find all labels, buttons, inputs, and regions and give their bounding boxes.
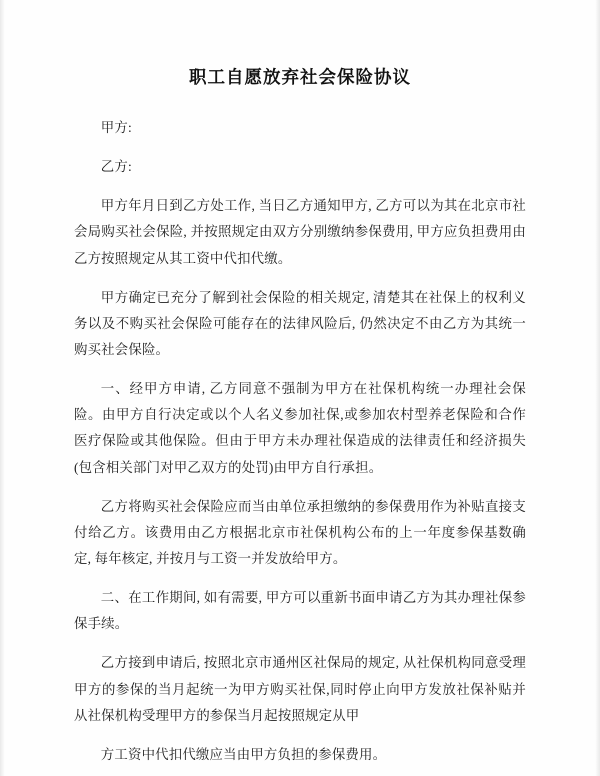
paragraph-clause-one: 一、经甲方申请, 乙方同意不强制为甲方在社保机构统一办理社会保险。由甲方自行决定或以个人名义参加社保,或参加农村型养老保险和合作医疗保险或其他保险。但由于甲方未办理社保造成的法律责任和经济损失(包含相关部门对甲乙双方的处罚)由甲方自行承担。 [74, 381, 526, 475]
document-body [74, 115, 526, 768]
paragraph-deduction: 方工资中代扣代缴应当由甲方负担的参保费用。 [100, 746, 387, 762]
page-title: 职工自愿放弃社会保险协议 [189, 67, 411, 87]
party-a-field: 甲方: [100, 120, 132, 135]
paragraph-subsidy: 乙方将购买社会保险应而当由单位承担缴纳的参保费用作为补贴直接支付给乙方。该费用由乙方根据北京市社保机构公布的上一年度参保基数确定, 每年核定, 并按月与工资一并发放给甲方。 [74, 498, 526, 566]
party-b-field: 乙方: [100, 159, 132, 175]
paragraph-reapplication: 乙方接到申请后, 按照北京市通州区社保局的规定, 从社保机构同意受理甲方的参保的当月起统一为甲方购买社保,同时停止向甲方发放社保补贴并从社保机构受理甲方的参保当月起按照规定从甲 [74, 655, 526, 723]
page-edge-right [595, 0, 600, 776]
page-edge-left [0, 0, 5, 776]
paragraph-clause-two: 二、在工作期间, 如有需要, 甲方可以重新书面申请乙方为其办理社保参保手续。 [74, 590, 526, 632]
paragraph-acknowledgement: 甲方确定已充分了解到社会保险的相关规定, 清楚其在社保上的权利义务以及不购买社会保险可能存在的法律风险后, 仍然决定不由乙方为其统一购买社会保险。 [74, 289, 526, 357]
paragraph-employment-notice: 甲方年月日到乙方处工作, 当日乙方通知甲方, 乙方可以为其在北京市社会局购买社会保险, 并按照规定由双方分别缴纳参保费用, 甲方应负担费用由乙方按照规定从其工资中代扣代缴。 [74, 198, 526, 266]
